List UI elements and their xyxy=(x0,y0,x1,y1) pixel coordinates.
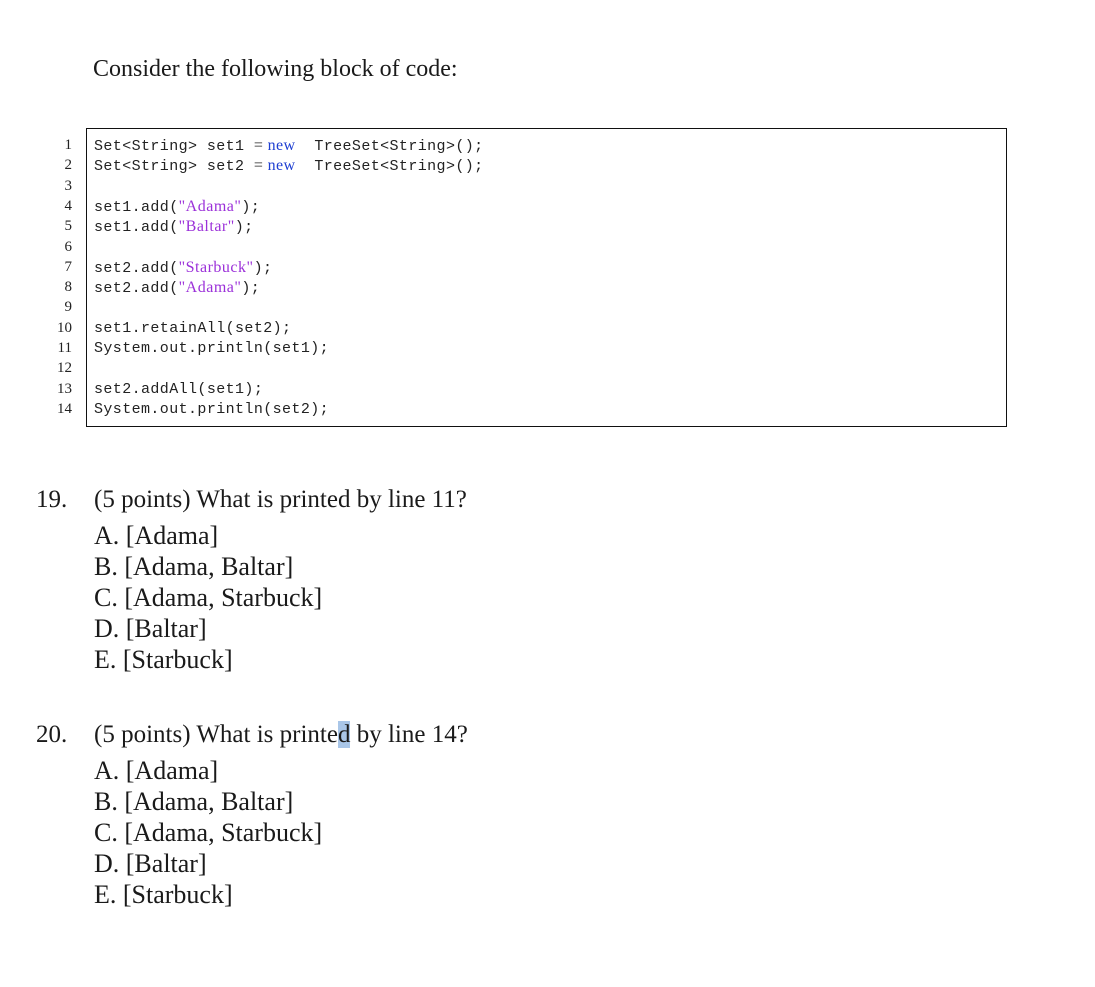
line-number: 8 xyxy=(64,279,72,296)
code-line xyxy=(94,279,260,297)
code-token: set2.addAll(set1); xyxy=(94,380,264,398)
code-string: "Adama" xyxy=(178,197,242,215)
text-selection-highlight[interactable]: d xyxy=(337,721,351,748)
code-token: ; xyxy=(474,138,484,155)
line-number: 3 xyxy=(64,177,72,194)
code-token: System.out.println(set1); xyxy=(94,340,330,357)
code-keyword: new xyxy=(267,137,296,154)
code-token: TreeSet<String>() xyxy=(295,158,475,176)
option-d: D. [Baltar] xyxy=(94,849,207,878)
line-number: 9 xyxy=(64,299,72,316)
question-text-start: (5 points) What is printe xyxy=(94,721,338,748)
code-token: System.out.println(set2); xyxy=(94,400,330,418)
line-number: 1 xyxy=(64,137,72,153)
code-token: ); xyxy=(253,259,273,277)
option-c: C. [Adama, Starbuck] xyxy=(94,818,323,847)
code-line xyxy=(94,401,329,418)
option-d: D. [Baltar] xyxy=(94,614,207,643)
option-b: B. [Adama, Baltar] xyxy=(94,552,294,581)
code-token: set1.retainAll(set2); xyxy=(94,319,292,337)
question-text: (5 points) What is printed by line 11? xyxy=(94,486,467,513)
code-token: = xyxy=(253,137,268,154)
line-number: 10 xyxy=(57,319,72,336)
code-string: "Adama" xyxy=(178,279,242,297)
code-token: set1.add( xyxy=(94,219,179,237)
code-token: ; xyxy=(474,158,484,176)
code-line xyxy=(94,157,484,175)
question-text xyxy=(94,721,468,749)
code-token: set2.add( xyxy=(94,280,179,298)
question-number: 20. xyxy=(36,721,68,748)
code-token: set2.add( xyxy=(94,259,179,277)
code-string: "Starbuck" xyxy=(178,258,254,276)
code-line xyxy=(94,198,260,216)
line-number: 7 xyxy=(64,258,72,275)
line-number: 12 xyxy=(57,360,72,377)
line-number: 5 xyxy=(64,218,72,235)
code-token: ); xyxy=(234,219,254,237)
question-number: 19. xyxy=(36,486,68,513)
code-line xyxy=(94,137,484,155)
code-token: TreeSet<String>() xyxy=(295,138,475,155)
line-number: 13 xyxy=(57,380,72,397)
code-token: Set<String> set1 xyxy=(94,138,254,155)
code-line xyxy=(94,320,291,337)
code-token: = xyxy=(253,157,268,175)
line-number: 4 xyxy=(64,197,72,214)
option-a: A. [Adama] xyxy=(94,756,219,785)
code-line xyxy=(94,381,263,398)
code-line xyxy=(94,259,272,277)
code-line xyxy=(94,340,329,357)
option-e: E. [Starbuck] xyxy=(94,880,233,909)
line-number: 6 xyxy=(64,238,72,255)
line-number: 14 xyxy=(57,400,72,417)
question-text-end: by line 14? xyxy=(350,721,468,748)
code-token: ); xyxy=(241,198,261,216)
code-keyword: new xyxy=(267,157,296,175)
code-string: "Baltar" xyxy=(178,218,235,236)
option-e: E. [Starbuck] xyxy=(94,645,233,674)
line-number: 11 xyxy=(57,340,72,356)
code-token: set1.add( xyxy=(94,198,179,216)
code-line xyxy=(94,218,254,236)
option-b: B. [Adama, Baltar] xyxy=(94,787,294,816)
intro-text: Consider the following block of code: xyxy=(93,56,458,82)
code-token: ); xyxy=(241,280,261,298)
option-a: A. [Adama] xyxy=(94,521,219,550)
option-c: C. [Adama, Starbuck] xyxy=(94,583,323,612)
line-number: 2 xyxy=(64,157,72,174)
code-token: Set<String> set2 xyxy=(94,158,254,176)
